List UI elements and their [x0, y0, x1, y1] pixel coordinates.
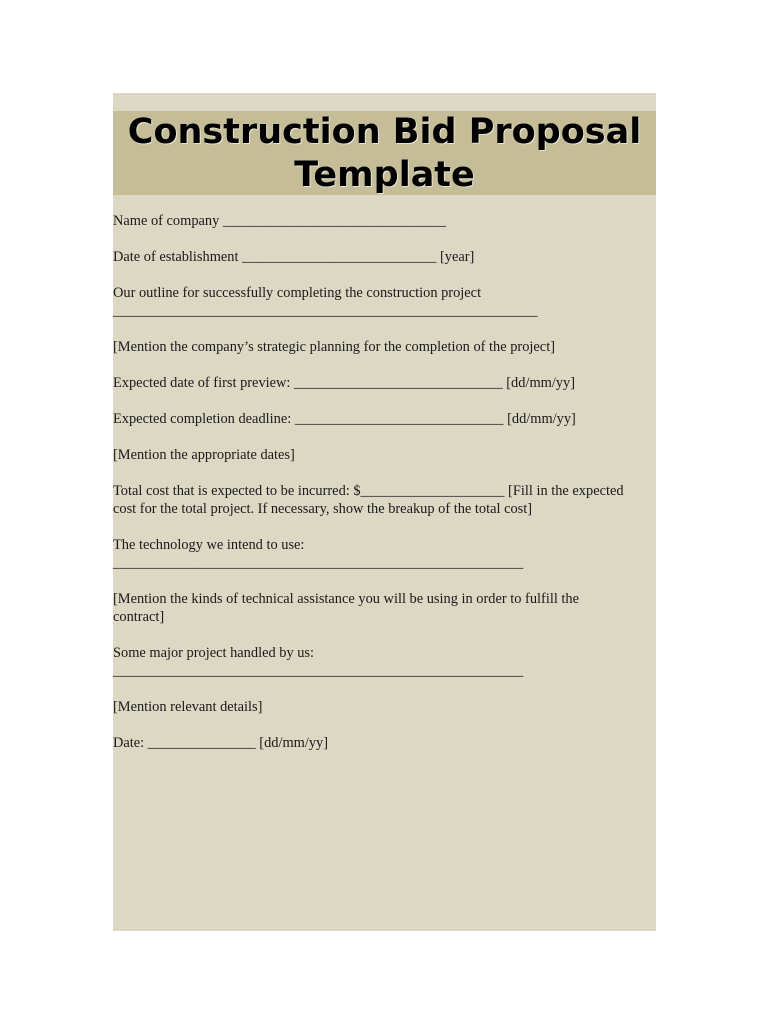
document-body [113, 212, 656, 770]
technology-text: The technology we intend to use: [113, 537, 305, 553]
outline-blank: ___________________________________________________________ [113, 303, 538, 319]
appropriate-dates-note: [Mention the appropriate dates] [113, 447, 295, 463]
company-name-line: Name of company _______________________________ [113, 213, 446, 229]
technology-paragraph [113, 536, 656, 572]
technical-assistance-line-2: contract] [113, 609, 165, 625]
first-preview-line: Expected date of first preview: _____________________________ [dd/mm/yy] [113, 375, 576, 391]
document-page [113, 93, 656, 931]
title-line-1: Construction Bid Proposal [127, 112, 642, 152]
major-projects-blank: _________________________________________________________ [113, 663, 524, 679]
major-projects-text: Some major project handled by us: [113, 645, 315, 661]
document-title [113, 111, 656, 197]
technical-assistance-note [113, 590, 656, 626]
completion-deadline-line: Expected completion deadline: _____________________________ [dd/mm/yy] [113, 411, 576, 427]
total-cost-line-2: cost for the total project. If necessary, show the breakup of the total cost] [113, 501, 533, 517]
technology-blank: _________________________________________________________ [113, 555, 524, 571]
outline-text: Our outline for successfully completing the construction project [113, 285, 482, 301]
date-line: Date: _______________ [dd/mm/yy] [113, 735, 329, 751]
technical-assistance-line-1: [Mention the kinds of technical assistance you will be using in order to fulfill the [113, 591, 579, 607]
major-projects-paragraph [113, 644, 656, 680]
total-cost-paragraph [113, 482, 656, 518]
title-line-2: Template [294, 155, 475, 195]
outline-paragraph [113, 284, 656, 320]
total-cost-line-1: Total cost that is expected to be incurred: $____________________ [Fill in the expected [113, 483, 624, 499]
relevant-details-note: [Mention relevant details] [113, 699, 263, 715]
establishment-date-line: Date of establishment ___________________________ [year] [113, 249, 475, 265]
strategic-planning-note: [Mention the company’s strategic planning for the completion of the project] [113, 339, 555, 355]
